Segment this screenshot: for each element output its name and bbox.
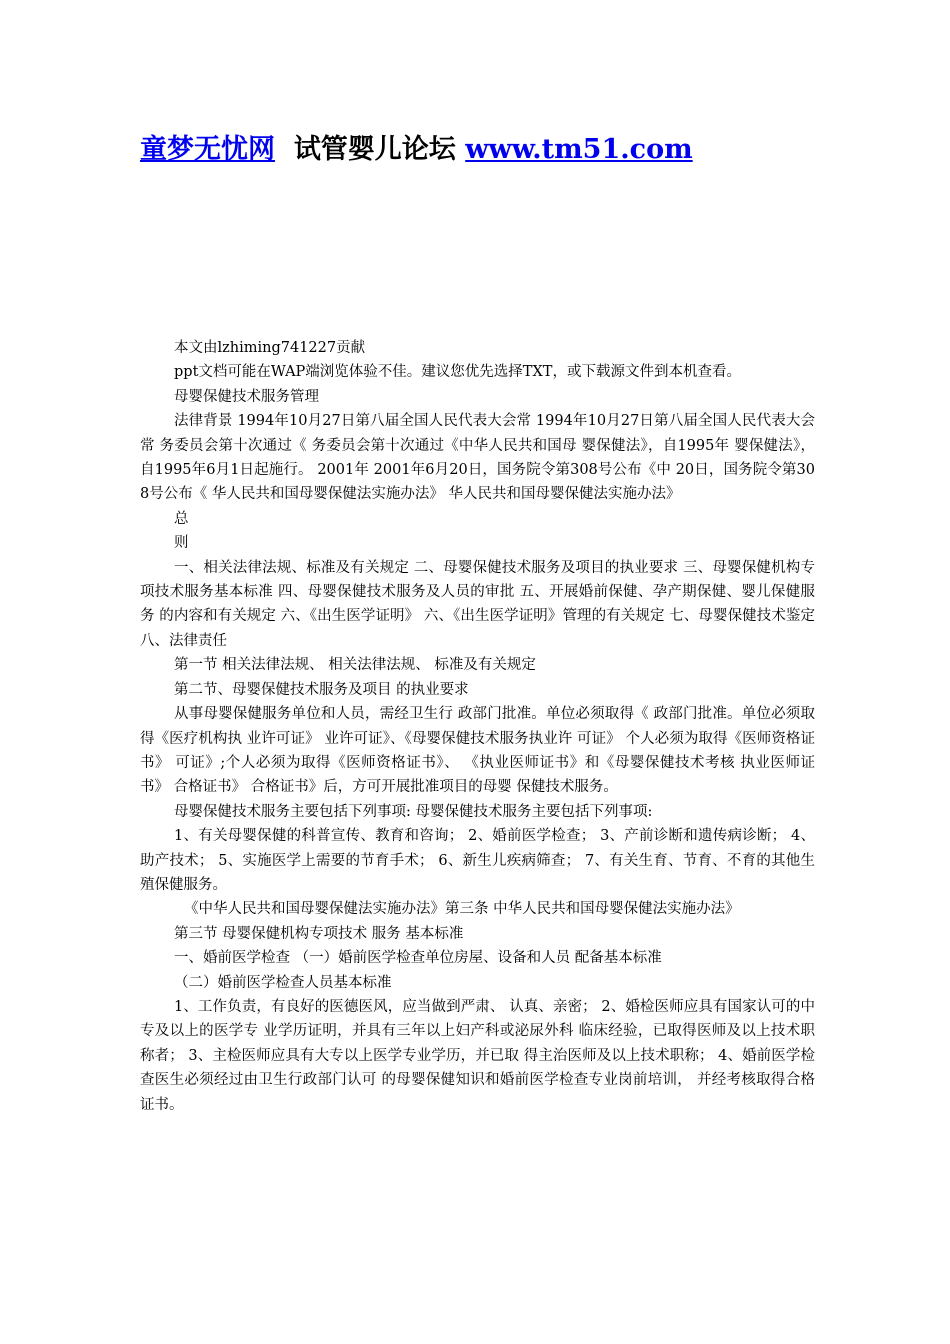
site-url-link[interactable]: www.tm51.com (465, 134, 693, 165)
services-intro-paragraph: 母婴保健技术服务主要包括下列事项: 母婴保健技术服务主要包括下列事项: (174, 803, 653, 820)
general-heading-part2: 则 (174, 535, 189, 552)
section-3-heading: 第三节 母婴保健机构专项技术 服务 基本标准 (174, 925, 464, 942)
staff-standards-paragraph: 1、工作负责，有良好的医德医风，应当做到严肃、 认真、亲密； 2、婚检医师应具有国家认可的中专及以上的医学专 业学历证明，并具有三年以上妇产科或泌尿外科 临床经验，已取得医师及以上技术职称者； 3、主检医师应具有大专以上医学专业学历，并已取 得主治医师及以上技术职称； 4、婚前医学检查医生必须经过由卫生行政部门认可 的母婴保健知识和婚前医学检查专业岗前培训， 并经考核取得合格证书。 (140, 998, 815, 1113)
document-body (140, 336, 815, 1117)
premarital-exam-heading: 一、婚前医学检查 （一）婚前医学检查单位房屋、设备和人员 配备基本标准 (174, 950, 662, 967)
contributor-line: 本文由lzhiming741227贡献 (174, 340, 366, 356)
legal-background-paragraph: 法律背景 1994年10月27日第八届全国人民代表大会常 1994年10月27日第八届全国人民代表大会常 务委员会第十次通过《 务委员会第十次通过《中华人民共和国母 婴保健法》，自1995年 婴保健法》，自1995年6月1日起施行。 2001年 2001年6月20日，国务院令第308号公布《中 20日，国务院令第308号公布《 华人民共和国母婴保健法实施办法》 华人民共和国母婴保健法实施办法》 (140, 413, 815, 503)
site-link[interactable]: 童梦无忧网 (140, 134, 275, 165)
section-2-heading: 第二节、母婴保健技术服务及项目 的执业要求 (174, 681, 469, 698)
page-header (140, 128, 693, 172)
article-three-citation: 《中华人民共和国母婴保健法实施办法》第三条 中华人民共和国母婴保健法实施办法》 (184, 901, 740, 918)
format-notice: ppt文档可能在WAP端浏览体验不佳。建议您优先选择TXT，或下载源文件到本机查看。 (174, 364, 741, 381)
forum-name: 试管婴儿论坛 (293, 134, 456, 165)
general-heading-part1: 总 (174, 510, 189, 527)
document-title: 母婴保健技术服务管理 (174, 388, 319, 405)
section-1-heading: 第一节 相关法律法规、 相关法律法规、 标准及有关规定 (174, 657, 536, 674)
licensing-paragraph: 从事母婴保健服务单位和人员，需经卫生行 政部门批准。单位必须取得《 政部门批准。单位必须取得《医疗机构执 业许可证》 业许可证》、《母婴保健技术服务执业许 可证》 个人必须为取得《医师资格证书》 可证》;个人必须为取得《医师资格证书》、 《执业医师证书》和《母婴保健技术考核 执业医师证书》 合格证书》 合格证书》后，方可开展批准项目的母婴 保健技术服务。 (140, 706, 815, 796)
outline-paragraph: 一、相关法律法规、标准及有关规定 二、母婴保健技术服务及项目的执业要求 三、母婴保健机构专项技术服务基本标准 四、母婴保健技术服务及人员的审批 五、开展婚前保健、孕产期保健、婴儿保健服务 的内容和有关规定 六、《出生医学证明》 六、《出生医学证明》管理的有关规定 七、母婴保健技术鉴定 八、法律责任 (140, 559, 815, 649)
premarital-staff-heading: （二）婚前医学检查人员基本标准 (174, 974, 392, 991)
services-list-paragraph: 1、有关母婴保健的科普宣传、教育和咨询； 2、婚前医学检查； 3、产前诊断和遗传病诊断； 4、助产技术； 5、实施医学上需要的节育手术； 6、新生儿疾病筛查； 7、有关生育、节育、不育的其他生殖保健服务。 (140, 828, 815, 893)
